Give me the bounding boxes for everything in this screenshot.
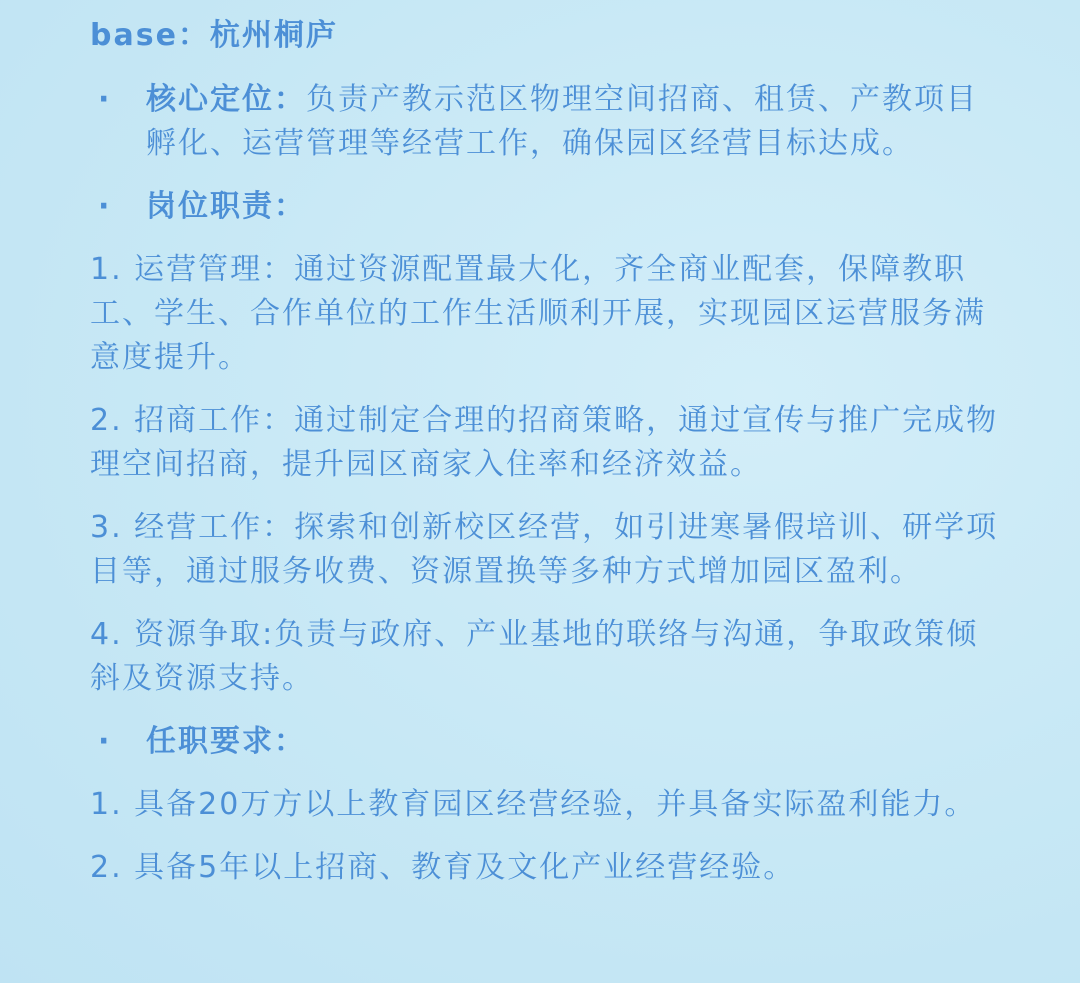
duty-item-number: 1.	[90, 252, 135, 287]
duty-item-text: 资源争取:负责与政府、产业基地的联络与沟通，争取政策倾斜及资源支持。	[90, 617, 979, 696]
duty-item-1	[90, 248, 1000, 380]
duty-item-4	[90, 613, 1000, 701]
duty-item-number: 4.	[90, 617, 135, 652]
duty-item-3	[90, 506, 1000, 594]
duty-item-2	[90, 399, 1000, 487]
duties-bullet: ·	[98, 189, 112, 224]
requirements-bullet: ·	[98, 724, 112, 759]
requirement-item-1	[90, 783, 1000, 827]
requirement-item-text: 具备20万方以上教育园区经营经验，并具备实际盈利能力。	[134, 787, 977, 822]
requirements-title: 任职要求：	[146, 724, 306, 759]
core-position-section	[90, 78, 1000, 166]
requirement-item-2	[90, 846, 1000, 890]
duty-item-number: 3.	[90, 510, 135, 545]
core-position-title: 核心定位：	[146, 82, 306, 117]
core-position-text: 负责产教示范区物理空间招商、租赁、产教项目孵化、运营管理等经营工作，确保园区经营目标达成。	[146, 82, 978, 161]
duties-heading	[90, 185, 1000, 229]
requirement-item-text: 具备5年以上招商、教育及文化产业经营经验。	[134, 850, 796, 885]
requirement-item-number: 2.	[90, 850, 135, 885]
core-bullet: ·	[98, 82, 112, 117]
duty-item-text: 招商工作：通过制定合理的招商策略，通过宣传与推广完成物理空间招商，提升园区商家入住率和经济效益。	[90, 403, 999, 482]
requirement-item-number: 1.	[90, 787, 135, 822]
duties-title: 岗位职责：	[146, 189, 306, 224]
requirements-heading	[90, 720, 1000, 764]
duty-item-number: 2.	[90, 403, 135, 438]
core-position-content	[146, 78, 1000, 166]
duty-item-text: 经营工作：探索和创新校区经营，如引进寒暑假培训、研学项目等，通过服务收费、资源置换等多种方式增加园区盈利。	[90, 510, 999, 589]
base-location-line: base：杭州桐庐	[90, 18, 338, 53]
duty-item-text: 运营管理：通过资源配置最大化，齐全商业配套，保障教职工、学生、合作单位的工作生活顺利开展，实现园区运营服务满意度提升。	[90, 252, 986, 375]
